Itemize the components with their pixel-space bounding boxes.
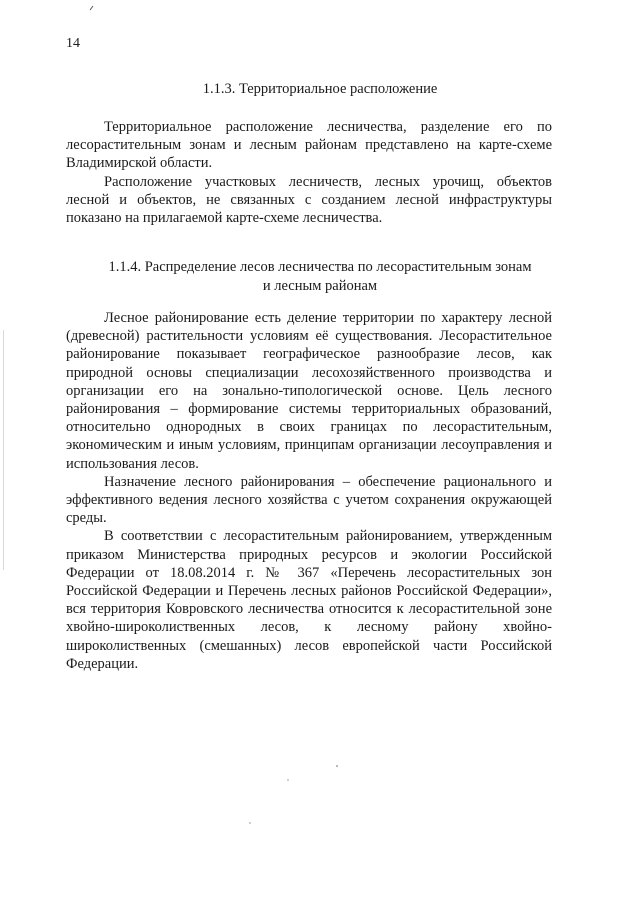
section-113-body (66, 118, 552, 227)
section-114-body (66, 309, 552, 673)
paragraph: Территориальное расположение лесничества, разделение его по лесорастительным зонам и лесным районам представлено на карте-схеме Владимирской области. (66, 119, 552, 172)
page-number: 14 (66, 36, 80, 51)
section-heading-114 (60, 258, 580, 296)
section-heading-113: 1.1.3. Территориальное расположение (202, 81, 438, 97)
heading-line: и лесным районам (262, 278, 378, 294)
paragraph: Лесное районирование есть деление территории по характеру лесной (древесной) растительности условиям её существования. Лесорастительное районирование показывает географическое разнообразие лесов, как природной основы специализации лесохозяйственного производства и организации его на зонально-типологической основе. Цель лесного районирования – формирование системы территориальных образований, относительно однородных в своих границах по лесорастительным, экономическим и иным условиям, принципам организации лесоуправления и использования лесов. (66, 310, 552, 472)
paragraph: В соответствии с лесорастительным районированием, утвержденным приказом Министерства природных ресурсов и экологии Российской Федерации от 18.08.2014 г. № 367 «Перечень лесорастительных зон Российской Федерации и Перечень лесных районов Российской Федерации», вся территория Ковровского лесничества относится к лесорастительной зоне хвойно-широколиственных лесов, к лесному району хвойно-широколиственных (смешанных) лесов европейской части Российской Федерации. (66, 528, 552, 672)
paragraph: Расположение участковых лесничеств, лесных урочищ, объектов лесной и объектов, не связанных с созданием лесной инфраструктуры показано на прилагаемой карте-схеме лесничества. (66, 173, 552, 227)
paragraph: Назначение лесного районирования – обеспечение рационального и эффективного ведения лесного хозяйства с учетом сохранения окружающей среды. (66, 473, 552, 527)
heading-line: 1.1.4. Распределение лесов лесничества по лесорастительным зонам (108, 259, 532, 275)
